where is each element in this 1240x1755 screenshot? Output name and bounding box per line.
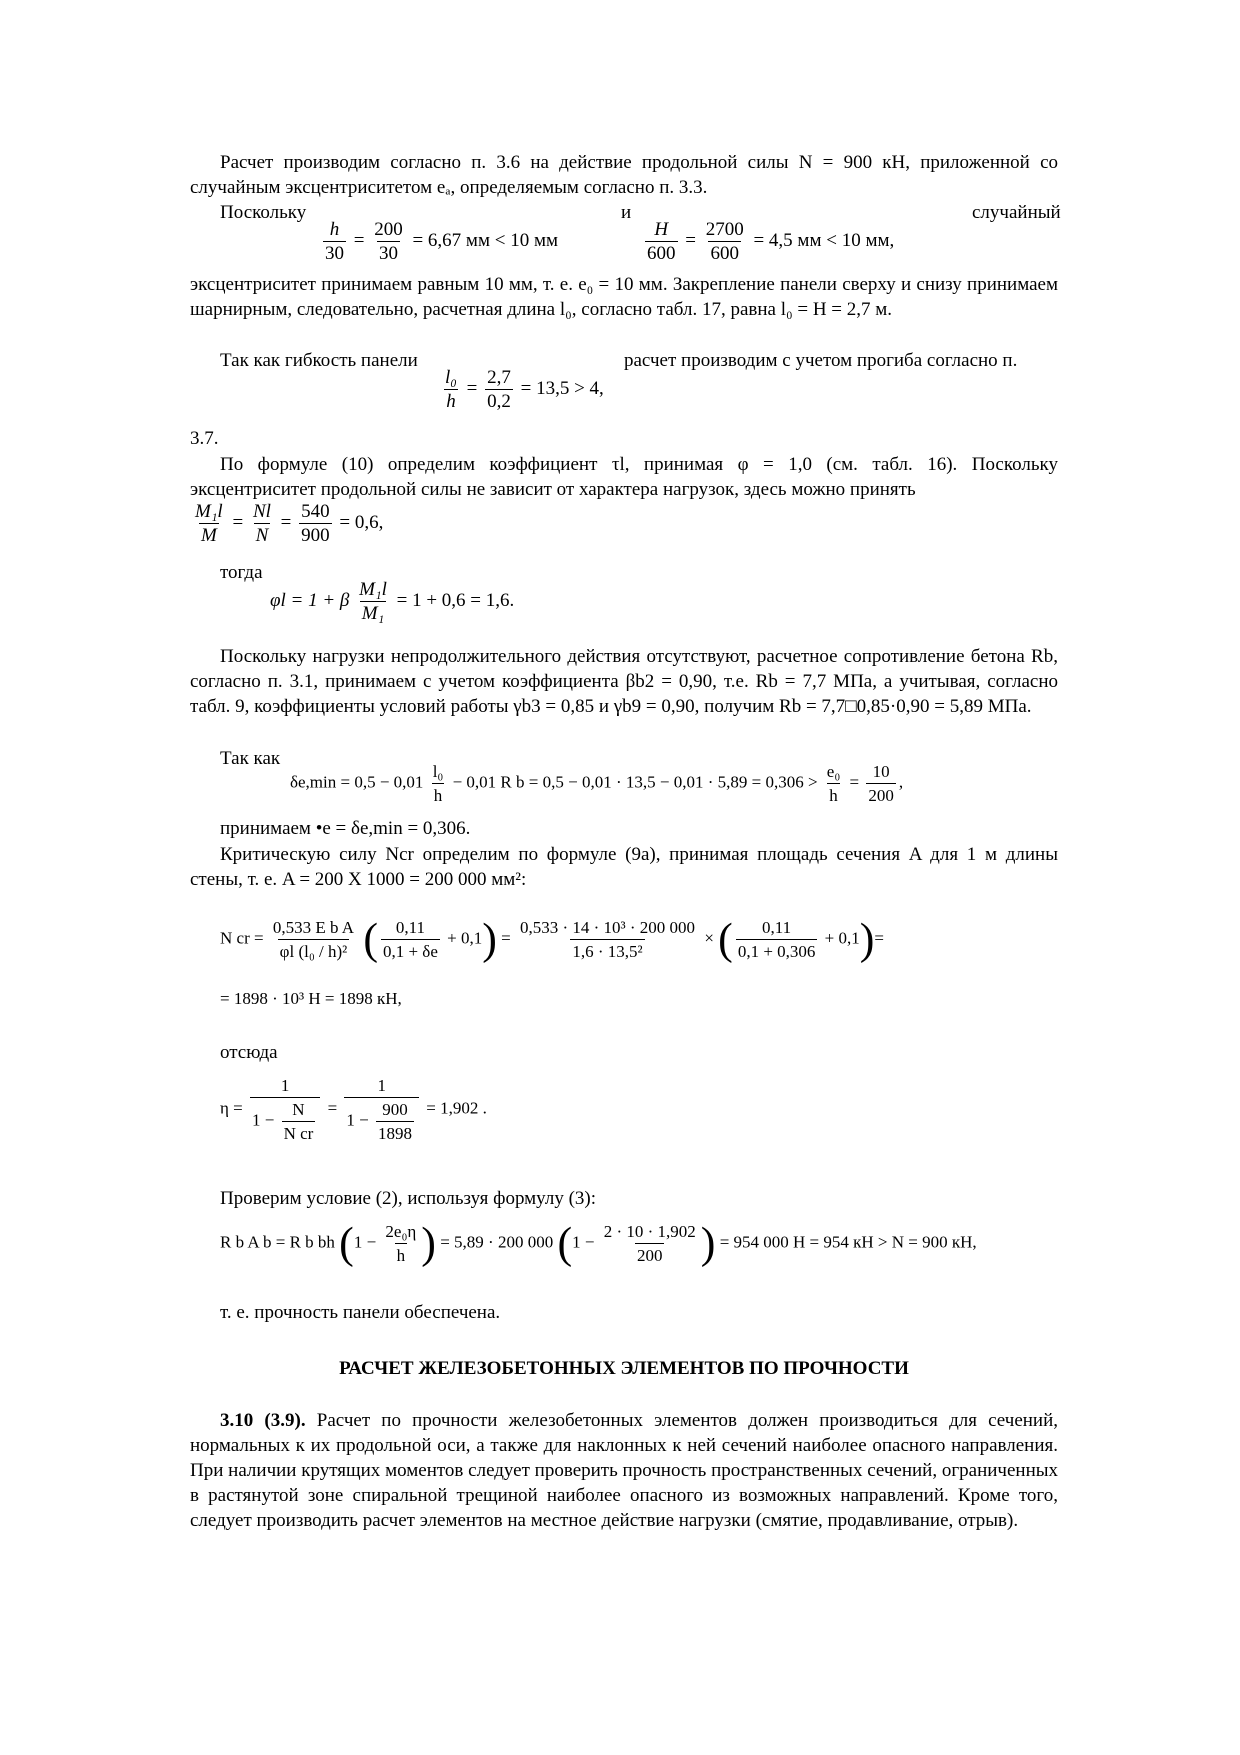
text-3-7: 3.7.: [190, 428, 219, 449]
clause-number: 3.10 (3.9).: [220, 1410, 306, 1431]
formula-strength-check: R b A b = R b bh (1 − $\frac{\text{2e₀η}}{h}$ ) = 5,89 · 200 000 (1 − $\frac{2 \cdot 10 \cdot 1,902}{200}$ ) = 954 000 Н = 954 кН > N = 900 кН,: [220, 1218, 977, 1268]
text-togda: тогда: [220, 562, 263, 583]
text-tak-kak: Так как: [220, 748, 281, 769]
text-prinimaem: принимаем •e = δe,min = 0,306.: [220, 818, 471, 839]
section-heading: РАСЧЕТ ЖЕЛЕЗОБЕТОННЫХ ЭЛЕМЕНТОВ ПО ПРОЧНОСТИ: [339, 1358, 909, 1379]
text-poskolku: Поскольку: [220, 202, 307, 223]
formula-ncr-result: = 1898 · 10³ Н = 1898 кН,: [220, 989, 402, 1008]
formula-delta-min: δe,min = 0,5 − 0,01 $\frac{\text{l₀}}{h}$ − 0,01 R b = 0,5 − 0,01 · 13,5 − 0,01 · 5,89 = 0,306 > $\frac{\text{e₀}}{h}$ = $\frac{10}{200}$ ,: [290, 762, 904, 805]
text-flexibility-right: расчет производим с учетом прогиба согласно п.: [624, 350, 1018, 371]
formula-H-ratio: $\frac{H}{600}$ = $\frac{2700}{600}$ = 4,5 мм < 10 мм,: [647, 219, 895, 264]
text-i: и: [621, 202, 632, 223]
paragraph-resistance: Поскольку нагрузки непродолжительного действия отсутствуют, расчетное сопротивление бетона Rb, согласно п. 3.1, принимаем с учетом коэффициента βb2 = 0,90, т.е. Rb = 7,7 МПа, а учитывая, согласно табл. 9, коэффициенты условий работы γb3 = 0,85 и γb9 = 0,90, получим Rb = 7,7□0,85·0,90 = 5,89 МПа.: [190, 646, 1058, 717]
text-conclusion: т. е. прочность панели обеспечена.: [220, 1302, 501, 1323]
formula-eta: η = 1 1 − $\frac{N}{\text{N cr}}$ = 1 1 − $\frac{900}{1898}$ = 1,902 .: [220, 1076, 487, 1143]
formula-slenderness: $\frac{\text{l₀}}{h}$ = $\frac{2,7}{0,2}$ = 13,5 > 4,: [445, 367, 604, 412]
clause-text: Расчет по прочности железобетонных элементов должен производиться для сечений, нормальных к их продольной оси, а также для наклонных к ней сечений наиболее опасного направления. При наличии крутящих моментов следует проверить прочность пространственных сечений, ограниченных в растянутой зоне спиральной трещиной наиболее опасного из возможных направлений. Кроме того, следует производить расчет элементов на местное действие нагрузки (смятие, продавливание, отрыв).: [190, 1410, 1059, 1531]
text-sluchainyi: случайный: [972, 202, 1061, 223]
text-flexibility: Так как гибкость панели: [220, 350, 418, 371]
formula-ncr: N cr = $\frac{\text{0,533 E b A}}{\text{φl (l₀ / h)²}}$ ( $\frac{0,11}{0,1 + \delta e}$ + 0,1) = $\frac{\text{0,533 · 14 · 10³ · 200 000}}{\text{1,6 · 13,5²}}$ × ( $\frac{0,11}{0,1 + 0,306}$ + 0,1)=: [220, 914, 884, 964]
paragraph-intro: Расчет производим согласно п. 3.6 на действие продольной силы N = 900 кН, приложенной со случайным эксцентриситетом eₐ, определяемым согласно п. 3.3.: [190, 152, 1058, 198]
paragraph-critical-force: Критическую силу Ncr определим по формуле (9а), принимая площадь сечения A для 1 м длины стены, т. е. A = 200 X 1000 = 200 000 мм²:: [190, 844, 1058, 890]
formula-moment-ratio: $\frac{\text{M₁l}}{M}$ = $\frac{Nl}{N}$ = $\frac{540}{900}$ = 0,6,: [195, 501, 384, 546]
paragraph-coefficient: По формуле (10) определим коэффициент τl, принимая φ = 1,0 (см. табл. 16). Поскольку эксцентриситет продольной силы не зависит от характера нагрузок, здесь можно принять: [190, 454, 1058, 500]
formula-phi-l: φl = 1 + β $\frac{\text{M₁l}}{\text{M₁}}$ = 1 + 0,6 = 1,6.: [270, 579, 515, 624]
text-check-condition: Проверим условие (2), используя формулу (3):: [220, 1188, 597, 1209]
formula-h-ratio: $\frac{h}{30}$ = $\frac{200}{30}$ = 6,67 мм < 10 мм: [325, 219, 558, 264]
paragraph-3-10: [190, 1408, 1058, 1533]
paragraph-eccentricity: эксцентриситет принимаем равным 10 мм, т. е. e₀ = 10 мм. Закрепление панели сверху и снизу принимаем шарнирным, следовательно, расчетная длина l₀, согласно табл. 17, равна l₀ = H = 2,7 м.: [190, 274, 1058, 320]
text-otsyuda: отсюда: [220, 1042, 278, 1063]
